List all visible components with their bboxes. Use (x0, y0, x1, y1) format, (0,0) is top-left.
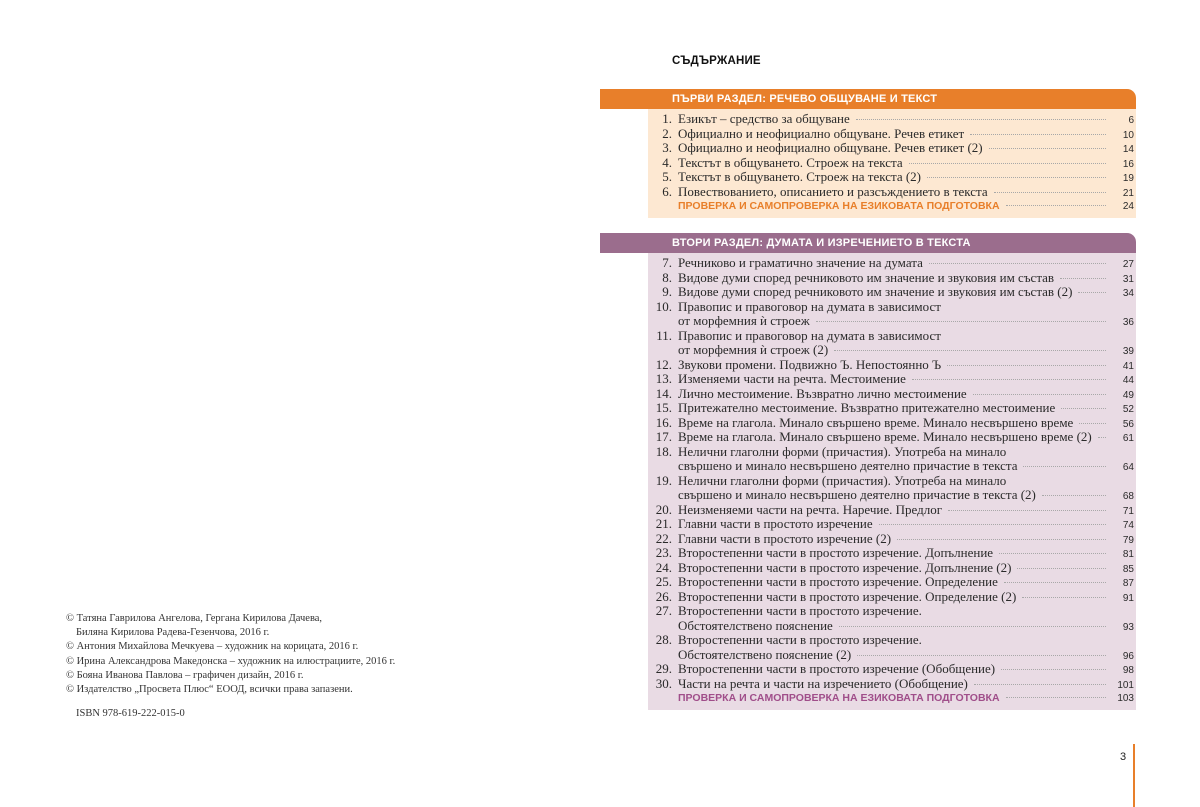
dot-leader (1042, 495, 1106, 496)
section-first (600, 89, 1136, 218)
toc-entry-number: 25. (655, 574, 672, 589)
toc-entry-page: 27 (1122, 259, 1134, 270)
toc-entry-page: 24 (1122, 201, 1134, 212)
toc-entry-title: Притежателно местоимение. Възвратно притежателно местоимение (678, 400, 1056, 415)
toc-entry (648, 300, 1136, 315)
toc-entry (648, 314, 1136, 329)
credit-line: © Татяна Гаврилова Ангелова, Гергана Кирилова Дачева, (66, 613, 323, 624)
dot-leader (1023, 466, 1106, 467)
toc-entry-number: 6. (662, 183, 672, 199)
dot-leader (1022, 597, 1106, 598)
toc-entry (648, 532, 1136, 547)
toc-entry (648, 648, 1136, 663)
toc-entry (648, 329, 1136, 344)
toc-entry-number: 2. (662, 125, 672, 141)
dot-leader (912, 379, 1106, 380)
toc-entry-page: 85 (1122, 563, 1134, 575)
toc-entry-title: свършено и минало несвършено деятелно причастие в текста (678, 458, 1018, 473)
toc-entry-number: 30. (655, 675, 672, 691)
toc-entry-number: 23. (655, 545, 672, 560)
toc-entry-title: свършено и минало несвършено деятелно причастие в текста (2) (678, 487, 1036, 502)
toc-entry (648, 503, 1136, 518)
toc-entry-title: Второстепенни части в простото изречение. (678, 632, 922, 647)
toc-entry-number: 15. (655, 400, 672, 415)
toc-entry (648, 285, 1136, 300)
toc-entry-title: Обстоятелствено пояснение (678, 617, 833, 633)
dot-leader (1017, 568, 1106, 569)
toc-entry-title: от морфемния ѝ строеж (678, 313, 810, 328)
dot-leader (879, 524, 1106, 525)
toc-entry-page: 31 (1122, 273, 1134, 285)
page-edge-rule (1133, 744, 1135, 807)
toc-entry-title: Второстепенни части в простото изречение. Определение (678, 574, 998, 589)
toc-entry-number: 4. (662, 154, 672, 170)
toc-entry-title: ПРОВЕРКА И САМОПРОВЕРКА НА ЕЗИКОВАТА ПОДГОТОВКА (678, 692, 1000, 704)
credit-line: Биляна Кирилова Радева-Гезенчова, 2016 г. (76, 627, 270, 639)
toc-entry-number: 24. (655, 559, 672, 575)
dot-leader (948, 510, 1106, 511)
dot-leader (1098, 437, 1106, 438)
toc-entry-number: 22. (655, 530, 672, 546)
toc-entry-number: 28. (655, 632, 672, 647)
dot-leader (1006, 697, 1106, 698)
dot-leader (834, 350, 1106, 351)
toc-entry-page: 93 (1122, 621, 1134, 633)
copyright-credits (66, 612, 466, 721)
toc-entry-title: от морфемния ѝ строеж (2) (678, 342, 829, 357)
toc-entry-page: 91 (1122, 592, 1134, 604)
toc-entry-number: 5. (662, 169, 672, 184)
dot-leader (1061, 408, 1106, 409)
toc-entry (648, 141, 1136, 156)
dot-leader (999, 553, 1106, 554)
toc-entry-title: Видове думи според речниковото им значение и звуковия им състав (678, 269, 1055, 285)
toc-entry-title: Части на речта и части на изречението (Обобщение) (678, 675, 968, 691)
dot-leader (1004, 582, 1106, 583)
toc-entry-title: Второстепенни части в простото изречение. Определение (2) (678, 588, 1017, 604)
toc-entry (648, 416, 1136, 431)
toc-entry (648, 156, 1136, 171)
toc-entry-page: 64 (1122, 462, 1134, 473)
toc-entry-page: 49 (1122, 389, 1134, 401)
dot-leader (989, 148, 1106, 149)
toc-entry (648, 256, 1136, 271)
toc-entry-page: 16 (1122, 158, 1134, 170)
isbn: ISBN 978-619-222-015-0 (76, 708, 185, 720)
toc-entry-title: Видове думи според речниковото им значение и звуковия им състав (2) (678, 284, 1073, 299)
toc-entry-page: 36 (1122, 317, 1134, 328)
toc-entry-number: 1. (662, 111, 672, 126)
toc-entry-page: 103 (1117, 693, 1134, 704)
toc-entry-title: Речниково и граматично значение на думата (678, 255, 923, 270)
dot-leader (816, 321, 1106, 322)
section-title-bar: ПЪРВИ РАЗДЕЛ: РЕЧЕВО ОБЩУВАНЕ И ТЕКСТ (600, 89, 1136, 109)
toc-heading: СЪДЪРЖАНИЕ (672, 55, 761, 67)
toc-entry-page: 87 (1122, 578, 1134, 589)
toc-review-entry (648, 691, 1136, 706)
toc-entry-page: 39 (1122, 346, 1134, 357)
toc-entry (648, 604, 1136, 619)
credit-line: © Антония Михайлова Мечкуева – художник на корицата, 2016 г. (66, 641, 359, 653)
dot-leader (973, 394, 1106, 395)
toc-entry-page: 14 (1122, 144, 1134, 155)
toc-entry (648, 185, 1136, 200)
toc-entry (648, 372, 1136, 387)
toc-entry-number: 18. (655, 443, 672, 459)
toc-entry-page: 101 (1117, 679, 1134, 691)
dot-leader (1060, 278, 1106, 279)
toc-entry (648, 575, 1136, 590)
toc-entry-page: 21 (1122, 187, 1134, 199)
toc-entry (648, 488, 1136, 503)
toc-entry-number: 8. (662, 269, 672, 285)
toc-entry (648, 561, 1136, 576)
toc-entry-title: Правопис и правоговор на думата в зависимост (678, 298, 941, 314)
toc-entry-page: 41 (1122, 360, 1134, 372)
toc-entry-title: Езикът – средство за общуване (678, 111, 850, 126)
toc-entry-number: 27. (655, 603, 672, 618)
toc-entry-title: Второстепенни части в простото изречение. (678, 603, 922, 618)
dot-leader (970, 134, 1106, 135)
toc-entry-title: Второстепенни части в простото изречение (Обобщение) (678, 661, 996, 676)
toc-entry-number: 17. (655, 429, 672, 444)
toc-entry (648, 619, 1136, 634)
toc-entry-number: 14. (655, 385, 672, 401)
toc-entry (648, 401, 1136, 416)
toc-entry-title: Правопис и правоговор на думата в зависимост (678, 327, 941, 343)
dot-leader (994, 192, 1106, 193)
toc-entry-page: 10 (1122, 129, 1134, 141)
toc-entry-number: 20. (655, 501, 672, 517)
toc-entry-page: 71 (1122, 505, 1134, 517)
toc-entry (648, 430, 1136, 445)
toc-entry (648, 517, 1136, 532)
toc-entry-page: 61 (1122, 433, 1134, 444)
toc-entry-number: 26. (655, 588, 672, 604)
dot-leader (839, 626, 1106, 627)
toc-entry-title: Текстът в общуването. Строеж на текста (2) (678, 169, 922, 184)
toc-entry (648, 445, 1136, 460)
toc-entry-page: 68 (1122, 491, 1134, 502)
toc-entry-number: 13. (655, 371, 672, 386)
section-entries (648, 109, 1136, 218)
dot-leader (857, 655, 1106, 656)
toc-entry (648, 590, 1136, 605)
dot-leader (974, 684, 1106, 685)
toc-entry-page: 56 (1122, 418, 1134, 430)
toc-entry-title: Официално и неофициално общуване. Речев етикет (678, 125, 965, 141)
toc-entry (648, 343, 1136, 358)
toc-entry-page: 74 (1122, 520, 1134, 531)
dot-leader (1001, 669, 1106, 670)
toc-entry-title: Звукови промени. Подвижно Ъ. Непостоянно Ъ (678, 356, 942, 372)
toc-entry (648, 170, 1136, 185)
toc-entry-page: 44 (1122, 375, 1134, 386)
toc-entry-page: 96 (1122, 650, 1134, 662)
dot-leader (856, 119, 1106, 120)
credit-line: © Издателство „Просвета Плюс“ ЕООД, всички права запазени. (66, 684, 353, 696)
toc-entry-title: Време на глагола. Минало свършено време. Минало несвършено време (678, 414, 1074, 430)
dot-leader (1078, 292, 1106, 293)
dot-leader (947, 365, 1106, 366)
toc-entry-number: 7. (662, 255, 672, 270)
dot-leader (1006, 205, 1106, 206)
toc-entry-number: 19. (655, 472, 672, 488)
toc-entry-number: 10. (655, 298, 672, 314)
toc-entry-number: 11. (656, 327, 672, 343)
toc-entry-title: Второстепенни части в простото изречение. Допълнение (678, 545, 994, 560)
dot-leader (927, 177, 1106, 178)
toc-entry-title: Нелични глаголни форми (причастия). Употреба на минало (678, 472, 1007, 488)
toc-entry-number: 16. (655, 414, 672, 430)
dot-leader (909, 163, 1106, 164)
dot-leader (897, 539, 1106, 540)
page-number: 3 (1120, 751, 1127, 763)
toc-entry (648, 474, 1136, 489)
toc-entry-title: Време на глагола. Минало свършено време. Минало несвършено време (2) (678, 429, 1092, 444)
toc-entry-page: 98 (1122, 665, 1134, 676)
toc-entry-title: Главни части в простото изречение (2) (678, 530, 892, 546)
credit-line: © Бояна Иванова Павлова – графичен дизайн, 2016 г. (66, 669, 304, 681)
toc-entry-title: Неизменяеми части на речта. Наречие. Предлог (678, 501, 943, 517)
toc-entry-page: 81 (1122, 549, 1134, 560)
toc-entry-title: Нелични глаголни форми (причастия). Употреба на минало (678, 443, 1007, 459)
toc-entry-number: 12. (655, 356, 672, 372)
toc-entry-title: Второстепенни части в простото изречение. Допълнение (2) (678, 559, 1012, 575)
toc-entry-number: 29. (655, 661, 672, 676)
section-second (600, 233, 1136, 710)
toc-entry-page: 79 (1122, 534, 1134, 546)
toc-entry-title: Лично местоимение. Възвратно лично местоимение (678, 385, 967, 401)
toc-entry (648, 387, 1136, 402)
toc-entry-title: Текстът в общуването. Строеж на текста (678, 154, 903, 170)
toc-entry (648, 677, 1136, 692)
toc-entry (648, 127, 1136, 142)
toc-entry (648, 546, 1136, 561)
toc-entry-number: 9. (662, 284, 672, 299)
toc-entry-title: Официално и неофициално общуване. Речев етикет (2) (678, 140, 983, 155)
toc-entry-number: 21. (655, 516, 672, 531)
toc-review-entry (648, 199, 1136, 214)
toc-entry-title: ПРОВЕРКА И САМОПРОВЕРКА НА ЕЗИКОВАТА ПОДГОТОВКА (678, 200, 1000, 212)
toc-entry-title: Обстоятелствено пояснение (2) (678, 646, 852, 662)
toc-entry (648, 662, 1136, 677)
toc-entry-page: 52 (1122, 404, 1134, 415)
section-entries (648, 253, 1136, 710)
toc-entry (648, 112, 1136, 127)
toc-entry-title: Повествованието, описанието и разсъждението в текста (678, 183, 988, 199)
dot-leader (929, 263, 1106, 264)
toc-entry-page: 19 (1122, 173, 1134, 184)
toc-entry-page: 34 (1122, 288, 1134, 299)
credit-line: © Ирина Александрова Македонска – художник на илюстрациите, 2016 г. (66, 655, 396, 667)
toc-entry-page: 6 (1128, 115, 1134, 126)
toc-entry (648, 358, 1136, 373)
toc-entry (648, 633, 1136, 648)
toc-entry (648, 459, 1136, 474)
toc-entry-title: Главни части в простото изречение (678, 516, 873, 531)
section-title-bar: ВТОРИ РАЗДЕЛ: ДУМАТА И ИЗРЕЧЕНИЕТО В ТЕКСТА (600, 233, 1136, 253)
dot-leader (1079, 423, 1106, 424)
toc-entry-title: Изменяеми части на речта. Местоимение (678, 371, 906, 386)
toc-entry (648, 271, 1136, 286)
toc-entry-number: 3. (662, 140, 672, 155)
